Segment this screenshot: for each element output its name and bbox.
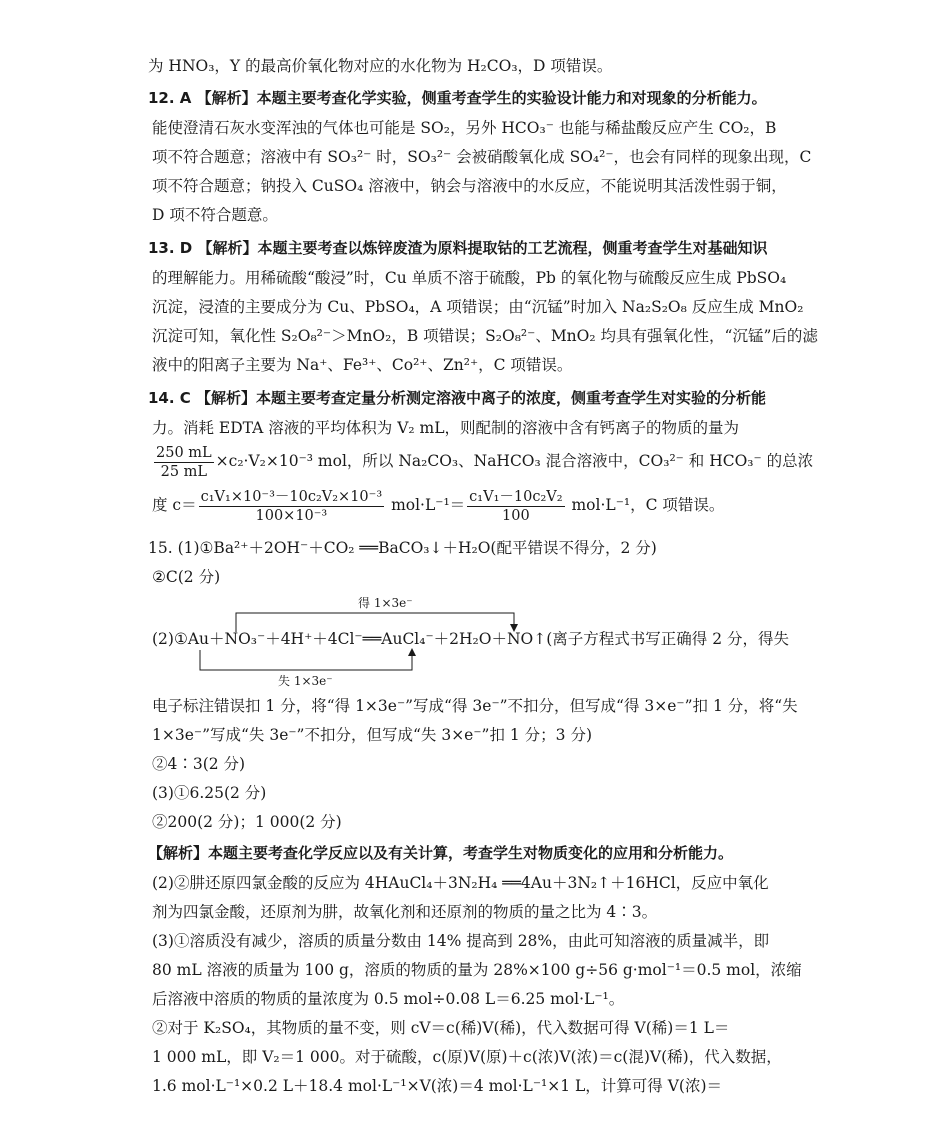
text-line: (3)①6.25(2 分) [152, 784, 267, 802]
text-line: ②对于 K₂SO₄，其物质的量不变，则 cV＝c(稀)V(稀)，代入数据可得 V(稀)＝1 L＝ [152, 1019, 730, 1037]
text-line: ②200(2 分)；1 000(2 分) [152, 813, 342, 831]
electron-gain-label: 得 1×3e⁻ [358, 596, 413, 610]
text-line: 沉淀，浸渣的主要成分为 Cu、PbSO₄，A 项错误；由“沉锰”时加入 Na₂S₂O₈ 反应生成 MnO₂ [152, 298, 804, 316]
text-line: (2)②肼还原四氯金酸的反应为 4HAuCl₄＋3N₂H₄ ══4Au＋3N₂↑＋16HCl，反应中氧化 [152, 874, 769, 892]
text-line: 电子标注错误扣 1 分，将“得 1×3e⁻”写成“得 3e⁻”不扣分，但写成“得 3×e⁻”扣 1 分，将“失 [152, 697, 798, 715]
text-line: (3)①溶质没有减少，溶质的质量分数由 14% 提高到 28%，由此可知溶液的质量减半，即 [152, 932, 770, 950]
analysis-heading: 【解析】本题主要考查化学反应以及有关计算，考查学生对物质变化的应用和分析能力。 [148, 844, 734, 862]
text-line: 1.6 mol·L⁻¹×0.2 L＋18.4 mol·L⁻¹×V(浓)＝4 mol·L⁻¹×1 L，计算可得 V(浓)＝ [152, 1077, 723, 1095]
q14-concentration-line: 度 c＝ $\frac{\text{c₁V₁×10⁻³－10c₂V₂×10⁻³}}{\text{100×10⁻³}}$ mol·L⁻¹＝ $\frac{\text{c₁V₁－10c₂V₂}}{100}$ mol·L⁻¹，C 项错误。 [152, 488, 725, 524]
text-line: ②4∶3(2 分) [152, 755, 246, 773]
q15-1-answer: 15. (1)①Ba²⁺＋2OH⁻＋CO₂ ══BaCO₃↓＋H₂O(配平错误不得分，2 分) [148, 539, 657, 557]
text-line: 后溶液中溶质的物质的量浓度为 0.5 mol÷0.08 L＝6.25 mol·L⁻¹。 [152, 990, 625, 1008]
text-line: 能使澄清石灰水变浑浊的气体也可能是 SO₂，另外 HCO₃⁻ 也能与稀盐酸反应产生 CO₂，B [152, 119, 777, 137]
q15-2-equation: (2)①Au＋NO₃⁻＋4H⁺＋4Cl⁻══AuCl₄⁻＋2H₂O＋NO↑(离子方程式书写正确得 2 分，得失 [152, 630, 789, 648]
q14-formula-line: $\frac{250 mL}{25 mL}$ ×c₂·V₂×10⁻³ mol，所以 Na₂CO₃、NaHCO₃ 混合溶液中，CO₃²⁻ 和 HCO₃⁻ 的总浓 [156, 444, 814, 480]
q12-heading: 12. A 【解析】本题主要考查化学实验，侧重考查学生的实验设计能力和对现象的分析能力。 [148, 89, 767, 107]
electron-loss-label: 失 1×3e⁻ [278, 674, 333, 688]
q13-heading: 13. D 【解析】本题主要考查以炼锌废渣为原料提取钴的工艺流程，侧重考查学生对基础知识 [148, 239, 768, 257]
text-line: 80 mL 溶液的质量为 100 g，溶质的物质的量为 28%×100 g÷56 g·mol⁻¹＝0.5 mol，浓缩 [152, 961, 802, 979]
q14-heading: 14. C 【解析】本题主要考查定量分析测定溶液中离子的浓度，侧重考查学生对实验的分析能 [148, 389, 767, 407]
text-line: 1×3e⁻”写成“失 3e⁻”不扣分，但写成“失 3×e⁻”扣 1 分；3 分) [152, 726, 593, 744]
text-line: 沉淀可知，氧化性 S₂O₈²⁻＞MnO₂，B 项错误；S₂O₈²⁻、MnO₂ 均具有强氧化性，“沉锰”后的滤 [152, 327, 818, 345]
text-line: 的理解能力。用稀硫酸“酸浸”时，Cu 单质不溶于硫酸，Pb 的氧化物与硫酸反应生成 PbSO₄ [152, 269, 787, 287]
text-line: 项不符合题意；钠投入 CuSO₄ 溶液中，钠会与溶液中的水反应，不能说明其活泼性弱于铜， [152, 177, 787, 195]
fraction: $\frac{\text{c₁V₁×10⁻³－10c₂V₂×10⁻³}}{\text{100×10⁻³}}$ [200, 488, 383, 524]
text-line: ②C(2 分) [152, 568, 221, 586]
text-line: 力。消耗 EDTA 溶液的平均体积为 V₂ mL，则配制的溶液中含有钙离子的物质的量为 [152, 419, 740, 437]
text-line: 项不符合题意；溶液中有 SO₃²⁻ 时，SO₃²⁻ 会被硝酸氧化成 SO₄²⁻，也会有同样的现象出现，C [152, 148, 812, 166]
text-line: 剂为四氯金酸，还原剂为肼，故氧化剂和还原剂的物质的量之比为 4∶3。 [152, 903, 658, 921]
text-line: 为 HNO₃，Y 的最高价氧化物对应的水化物为 H₂CO₃，D 项错误。 [148, 57, 613, 75]
text-line: 液中的阳离子主要为 Na⁺、Fe³⁺、Co²⁺、Zn²⁺，C 项错误。 [152, 356, 573, 374]
fraction: $\frac{250 mL}{25 mL}$ [156, 444, 212, 480]
text-line: D 项不符合题意。 [152, 206, 278, 224]
text-line: 1 000 mL，即 V₂＝1 000。对于硫酸，c(原)V(原)＋c(浓)V(浓)＝c(混)V(稀)，代入数据， [152, 1048, 782, 1066]
fraction: $\frac{\text{c₁V₁－10c₂V₂}}{100}$ [469, 488, 563, 524]
